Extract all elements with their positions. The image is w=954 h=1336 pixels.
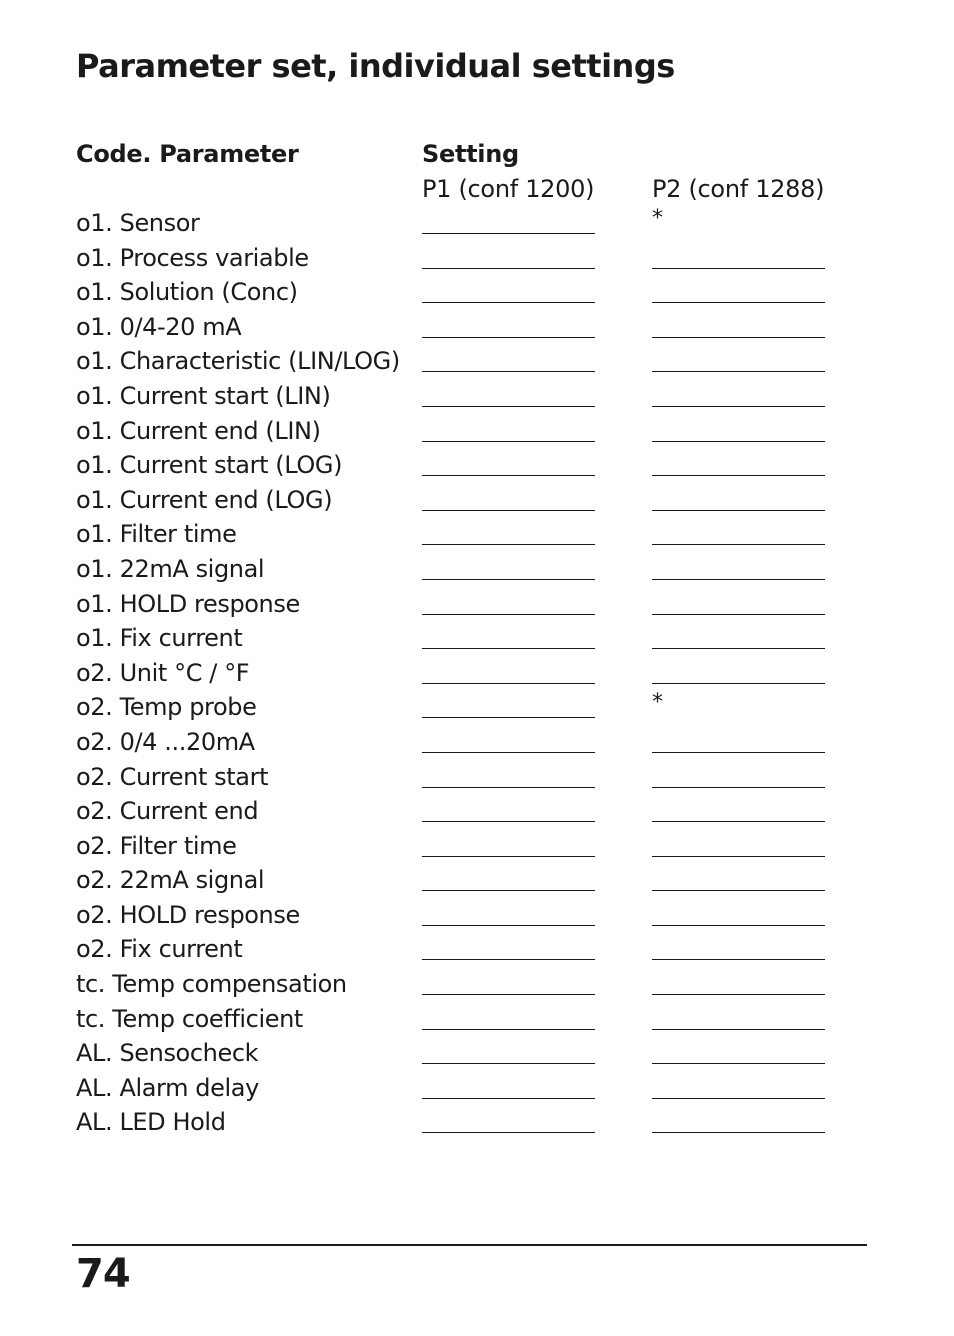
p2-setting-blank <box>652 925 825 926</box>
parameter-row <box>0 241 954 276</box>
p1-setting-blank <box>422 925 595 926</box>
p2-setting-blank <box>652 268 825 269</box>
parameter-row <box>0 379 954 414</box>
parameter-label: o2. Current start <box>76 762 269 791</box>
parameter-label: o2. Current end <box>76 797 259 826</box>
parameter-list <box>0 206 954 1140</box>
p1-setting-blank <box>422 717 595 718</box>
parameter-label: o1. Solution (Conc) <box>76 278 298 307</box>
parameter-label: o1. 0/4-20 mA <box>76 312 242 341</box>
parameter-label: o2. Unit °C / °F <box>76 658 250 687</box>
parameter-row <box>0 760 954 795</box>
p1-setting-blank <box>422 510 595 511</box>
parameter-row <box>0 621 954 656</box>
parameter-label: o1. Current start (LIN) <box>76 381 331 410</box>
parameter-label: o1. 22mA signal <box>76 554 265 583</box>
parameter-row <box>0 1036 954 1071</box>
p2-setting-blank <box>652 371 825 372</box>
parameter-label: o2. Temp probe <box>76 693 257 722</box>
parameter-row <box>0 483 954 518</box>
parameter-row <box>0 863 954 898</box>
p2-asterisk: * <box>652 690 663 716</box>
p2-setting-blank <box>652 787 825 788</box>
p2-asterisk: * <box>652 206 663 231</box>
p2-setting-blank <box>652 1063 825 1064</box>
parameter-label: o1. Filter time <box>76 520 237 549</box>
parameter-label: o1. Process variable <box>76 243 309 272</box>
p1-setting-blank <box>422 994 595 995</box>
p2-setting-blank <box>652 406 825 407</box>
parameter-row <box>0 414 954 449</box>
p1-setting-blank <box>422 1063 595 1064</box>
p1-setting-blank <box>422 302 595 303</box>
p1-setting-blank <box>422 648 595 649</box>
p1-setting-blank <box>422 1132 595 1133</box>
parameter-label: o1. Current start (LOG) <box>76 451 343 480</box>
p2-setting-blank <box>652 337 825 338</box>
p2-setting-blank <box>652 683 825 684</box>
parameter-row <box>0 656 954 691</box>
parameter-row <box>0 206 954 241</box>
parameter-label: tc. Temp compensation <box>76 970 347 999</box>
subheader-p1: P1 (conf 1200) <box>422 175 595 203</box>
p2-setting-blank <box>652 959 825 960</box>
parameter-label: AL. Alarm delay <box>76 1073 259 1102</box>
p1-setting-blank <box>422 856 595 857</box>
p1-setting-blank <box>422 787 595 788</box>
column-header-setting: Setting <box>422 140 519 168</box>
parameter-row <box>0 932 954 967</box>
footer-divider <box>72 1244 867 1246</box>
p2-setting-blank <box>652 544 825 545</box>
p2-setting-blank <box>652 890 825 891</box>
p1-setting-blank <box>422 268 595 269</box>
p1-setting-blank <box>422 475 595 476</box>
parameter-row <box>0 690 954 725</box>
parameter-label: o1. Sensor <box>76 209 200 237</box>
page-title: Parameter set, individual settings <box>76 47 675 85</box>
parameter-row <box>0 1002 954 1037</box>
parameter-row <box>0 552 954 587</box>
p2-setting-blank <box>652 752 825 753</box>
parameter-label: AL. Sensocheck <box>76 1039 259 1068</box>
parameter-label: AL. LED Hold <box>76 1108 226 1137</box>
p1-setting-blank <box>422 406 595 407</box>
parameter-label: o2. 22mA signal <box>76 866 265 895</box>
parameter-label: o1. Current end (LOG) <box>76 485 333 514</box>
parameter-label: o1. Fix current <box>76 624 243 653</box>
p2-setting-blank <box>652 1029 825 1030</box>
parameter-label: o1. Current end (LIN) <box>76 416 321 445</box>
parameter-row <box>0 517 954 552</box>
p2-setting-blank <box>652 475 825 476</box>
parameter-label: o1. HOLD response <box>76 589 300 618</box>
parameter-label: o2. Fix current <box>76 935 243 964</box>
p1-setting-blank <box>422 1098 595 1099</box>
p2-setting-blank <box>652 1098 825 1099</box>
p2-setting-blank <box>652 510 825 511</box>
p1-setting-blank <box>422 614 595 615</box>
p2-setting-blank <box>652 648 825 649</box>
p2-setting-blank <box>652 302 825 303</box>
parameter-row <box>0 794 954 829</box>
p1-setting-blank <box>422 890 595 891</box>
p1-setting-blank <box>422 752 595 753</box>
parameter-row <box>0 967 954 1002</box>
parameter-row <box>0 275 954 310</box>
subheader-p2: P2 (conf 1288) <box>652 175 825 203</box>
p2-setting-blank <box>652 579 825 580</box>
parameter-label: tc. Temp coefficient <box>76 1004 303 1033</box>
parameter-row <box>0 829 954 864</box>
p2-setting-blank <box>652 821 825 822</box>
parameter-row <box>0 448 954 483</box>
parameter-row <box>0 898 954 933</box>
p1-setting-blank <box>422 233 595 234</box>
p1-setting-blank <box>422 441 595 442</box>
parameter-label: o2. Filter time <box>76 831 237 860</box>
parameter-row <box>0 310 954 345</box>
p2-setting-blank <box>652 856 825 857</box>
p2-setting-blank <box>652 1132 825 1133</box>
p2-setting-blank <box>652 994 825 995</box>
p1-setting-blank <box>422 579 595 580</box>
p1-setting-blank <box>422 371 595 372</box>
p1-setting-blank <box>422 337 595 338</box>
p1-setting-blank <box>422 959 595 960</box>
page-number: 74 <box>76 1251 130 1297</box>
p1-setting-blank <box>422 1029 595 1030</box>
p1-setting-blank <box>422 683 595 684</box>
parameter-label: o1. Characteristic (LIN/LOG) <box>76 347 400 376</box>
parameter-label: o2. HOLD response <box>76 900 300 929</box>
parameter-row <box>0 1105 954 1140</box>
parameter-row <box>0 1071 954 1106</box>
column-header-parameter: Code. Parameter <box>76 140 299 168</box>
parameter-row <box>0 587 954 622</box>
p2-setting-blank <box>652 441 825 442</box>
p1-setting-blank <box>422 544 595 545</box>
p1-setting-blank <box>422 821 595 822</box>
parameter-row <box>0 725 954 760</box>
p2-setting-blank <box>652 614 825 615</box>
parameter-row <box>0 344 954 379</box>
parameter-label: o2. 0/4 ...20mA <box>76 727 255 756</box>
